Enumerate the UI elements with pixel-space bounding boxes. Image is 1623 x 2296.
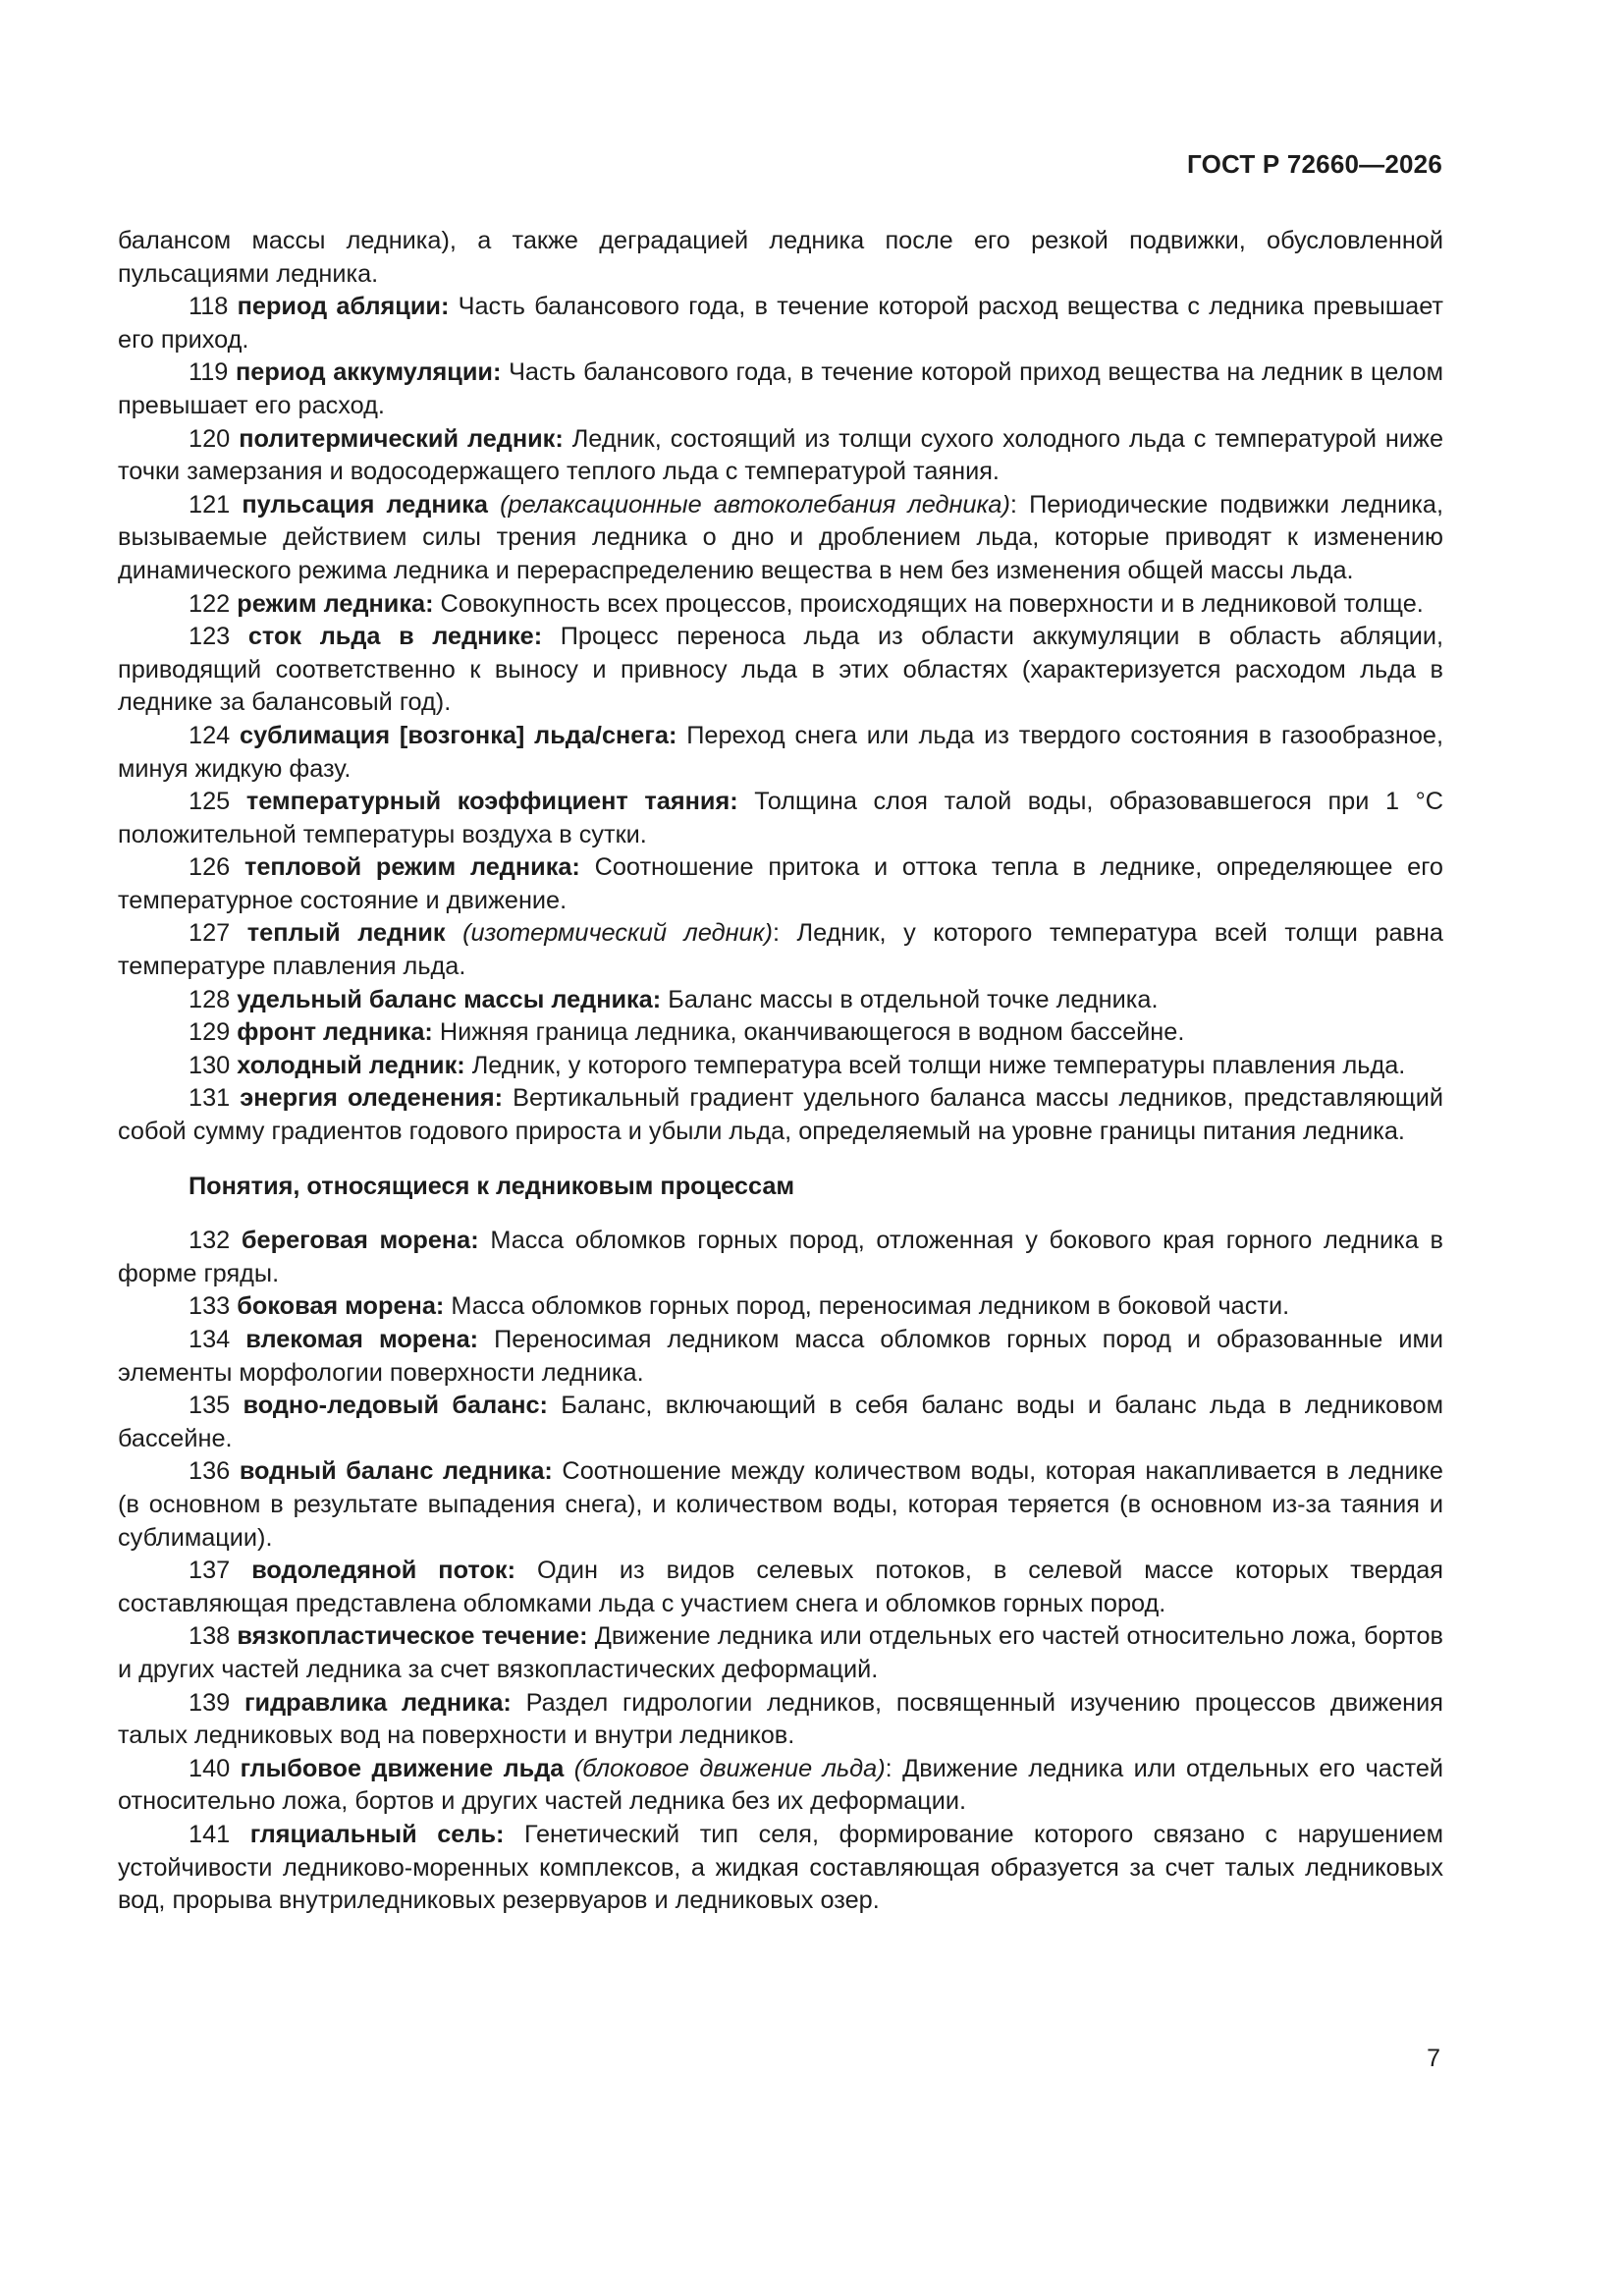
section-heading: Понятия, относящиеся к ледниковым процессам <box>189 1172 795 1200</box>
entry-definition: Толщина слоя талой воды, образовавшегося при 1 °С положительной температуры воздуха в сутки. <box>118 788 1444 848</box>
term-entry <box>118 1290 1443 1324</box>
entry-definition: Переход снега или льда из твердого состояния в газообразное, минуя жидкую фазу. <box>118 721 1443 783</box>
entry-number: 141 <box>189 1820 231 1848</box>
document-code-header: ГОСТ Р 72660—2026 <box>1187 149 1442 179</box>
entry-number: 130 <box>189 1051 231 1079</box>
entry-number: 132 <box>189 1227 231 1255</box>
entry-number: 138 <box>189 1622 231 1651</box>
term-entry <box>118 1225 1443 1290</box>
entry-term: температурный коэффициент таяния: <box>245 788 738 816</box>
continuation-paragraph: балансом массы ледника), а также деградацией ледника после его резкой подвижки, обусловленной пульсациями ледника. <box>118 227 1443 288</box>
entry-number: 118 <box>189 293 229 321</box>
entry-term: пульсация ледника <box>242 490 488 519</box>
entry-term: сток льда в леднике: <box>247 623 543 651</box>
entry-definition: Часть балансового года, в течение которой приход вещества на ледник в целом превышает его расход. <box>118 358 1443 419</box>
entry-number: 133 <box>189 1292 231 1321</box>
term-entry <box>118 291 1443 356</box>
entry-synonym: (релаксационные автоколебания ледника) <box>487 490 1010 519</box>
entry-definition: Соотношение притока и оттока тепла в леднике, определяющее его температурное состояние и движение. <box>118 853 1443 914</box>
term-entry <box>118 1050 1443 1083</box>
term-entry <box>118 621 1443 720</box>
entry-number: 119 <box>189 358 229 387</box>
entry-definition: Баланс, включающий в себя баланс воды и баланс льда в ледниковом бассейне. <box>118 1392 1443 1452</box>
entry-number: 126 <box>189 853 231 882</box>
entry-term: водно-ледовый баланс: <box>243 1392 548 1420</box>
entry-term: период абляции: <box>237 293 450 321</box>
entry-term: влекомая морена: <box>245 1326 479 1353</box>
entry-term: период аккумуляции: <box>236 358 502 387</box>
page-number: 7 <box>1427 2045 1440 2072</box>
entry-number: 129 <box>189 1018 231 1047</box>
entry-synonym: (изотермический ледник) <box>445 919 773 948</box>
entry-number: 127 <box>189 919 231 948</box>
entry-term: водоледяной поток: <box>251 1557 515 1585</box>
entry-number: 137 <box>189 1557 231 1585</box>
entries-group-a <box>118 291 1443 1148</box>
entry-definition: Вертикальный градиент удельного баланса массы ледников, представляющий собой сумму градиентов годового прироста и убыли льда, определяемый на уровне границы питания ледника. <box>118 1084 1443 1146</box>
entry-definition: Соотношение между количеством воды, которая накапливается в леднике (в основном в результате выпадения снега), и количеством воды, которая теряется (в основном из-за таяния и сублимации). <box>118 1457 1444 1552</box>
entry-term: политермический ледник: <box>239 424 564 453</box>
entry-definition: Раздел гидрологии ледников, посвященный изучению процессов движения талых ледниковых вод на поверхности и внутри ледников. <box>118 1688 1443 1750</box>
entry-term: теплый ледник <box>246 919 446 948</box>
entry-term: гляциальный сель: <box>249 1820 505 1848</box>
entry-term: фронт ледника: <box>237 1018 433 1047</box>
term-entry <box>118 1555 1443 1620</box>
entry-term: удельный баланс массы ледника: <box>237 985 662 1013</box>
term-entry <box>118 588 1443 622</box>
entry-number: 123 <box>189 623 231 651</box>
entry-definition: Нижняя граница ледника, оканчивающегося в водном бассейне. <box>432 1018 1185 1047</box>
entry-term: энергия оледенения: <box>240 1084 504 1113</box>
entry-number: 131 <box>189 1084 231 1113</box>
entry-definition: Ледник, у которого температура всей толщи ниже температуры плавления льда. <box>464 1051 1406 1079</box>
entry-number: 128 <box>189 985 231 1013</box>
entry-definition: Масса обломков горных пород, переносимая ледником в боковой части. <box>444 1292 1290 1321</box>
entry-definition: Переносимая ледником масса обломков горных пород и образованные ими элементы морфологии поверхности ледника. <box>118 1326 1443 1387</box>
entry-number: 135 <box>189 1392 231 1420</box>
entry-number: 140 <box>189 1754 231 1782</box>
term-entry <box>118 851 1443 917</box>
entry-number: 139 <box>189 1688 231 1717</box>
term-entry <box>118 1687 1443 1753</box>
term-entry <box>118 984 1443 1017</box>
term-entry <box>118 1455 1443 1555</box>
term-entry <box>118 1819 1443 1918</box>
entry-definition: : Ледник, у которого температура всей толщи равна температуре плавления льда. <box>118 919 1443 981</box>
entry-term: глыбовое движение льда <box>240 1754 565 1782</box>
entry-definition: Ледник, состоящий из толщи сухого холодного льда с температурой ниже точки замерзания и водосодержащего теплого льда с температурой таяния. <box>118 424 1444 486</box>
entry-synonym: (блоковое движение льда) <box>564 1754 886 1782</box>
entry-term: водный баланс ледника: <box>239 1457 553 1486</box>
entry-number: 124 <box>189 721 231 749</box>
entry-definition: Совокупность всех процессов, происходящих на поверхности и в ледниковой толще. <box>433 589 1424 618</box>
term-entry <box>118 1620 1443 1686</box>
term-entry <box>118 917 1443 983</box>
entry-definition: Процесс переноса льда из области аккумуляции в область абляции, приводящий соответственно к выносу и привносу льда в этих областях (характеризуется расходом льда в леднике за балансовый год). <box>118 623 1444 717</box>
entry-definition: Баланс массы в отдельной точке ледника. <box>661 985 1159 1013</box>
term-entry <box>118 1016 1443 1050</box>
entry-definition: Один из видов селевых потоков, в селевой массе которых твердая составляющая представлена обломками льда с участием снега и обломков горных пород. <box>118 1557 1443 1617</box>
entries-group-b <box>118 1225 1443 1917</box>
entry-definition: Масса обломков горных пород, отложенная у бокового края горного ледника в форме гряды. <box>118 1227 1443 1287</box>
term-entry <box>118 1753 1443 1819</box>
term-entry <box>118 489 1443 588</box>
entry-term: боковая морена: <box>237 1292 445 1321</box>
entry-number: 134 <box>189 1326 231 1353</box>
entry-term: тепловой режим ледника: <box>243 853 580 882</box>
entry-number: 136 <box>189 1457 231 1486</box>
entry-definition: Часть балансового года, в течение которой расход вещества с ледника превышает его приход. <box>118 293 1444 354</box>
entry-term: холодный ледник: <box>237 1051 465 1079</box>
entry-term: режим ледника: <box>237 589 434 618</box>
entry-term: береговая морена: <box>241 1227 479 1255</box>
entry-number: 125 <box>189 788 231 816</box>
entry-term: гидравлика ледника: <box>243 1688 512 1717</box>
term-entry <box>118 423 1443 489</box>
entry-term: сублимация [возгонка] льда/снега: <box>240 721 677 749</box>
term-entry <box>118 786 1443 851</box>
term-entry <box>118 720 1443 786</box>
document-body <box>118 225 1443 1918</box>
entry-definition: : Периодические подвижки ледника, вызываемые действием силы трения ледника о дно и дроблением льда, которые приводят к изменению динамического режима ледника и перераспределению вещества в нем без изменения общей массы льда. <box>118 490 1443 584</box>
entry-term: вязкопластическое течение: <box>237 1622 588 1651</box>
entry-number: 121 <box>189 490 231 519</box>
entry-number: 120 <box>189 424 231 453</box>
term-entry <box>118 1082 1443 1148</box>
entry-number: 122 <box>189 589 231 618</box>
entry-definition: Генетический тип селя, формирование которого связано с нарушением устойчивости ледниково-моренных комплексов, а жидкая составляющая образуется за счет талых ледниковых вод, прорыва внутриледниковых резервуаров и ледниковых озер. <box>118 1820 1443 1915</box>
term-entry <box>118 356 1443 422</box>
term-entry <box>118 1324 1443 1390</box>
term-entry <box>118 1390 1443 1455</box>
entry-definition: : Движение ледника или отдельных его частей относительно ложа, бортов и других частей ледника без их деформации. <box>118 1754 1444 1816</box>
entry-definition: Движение ледника или отдельных его частей относительно ложа, бортов и других частей ледника за счет вязкопластических деформаций. <box>118 1622 1443 1683</box>
